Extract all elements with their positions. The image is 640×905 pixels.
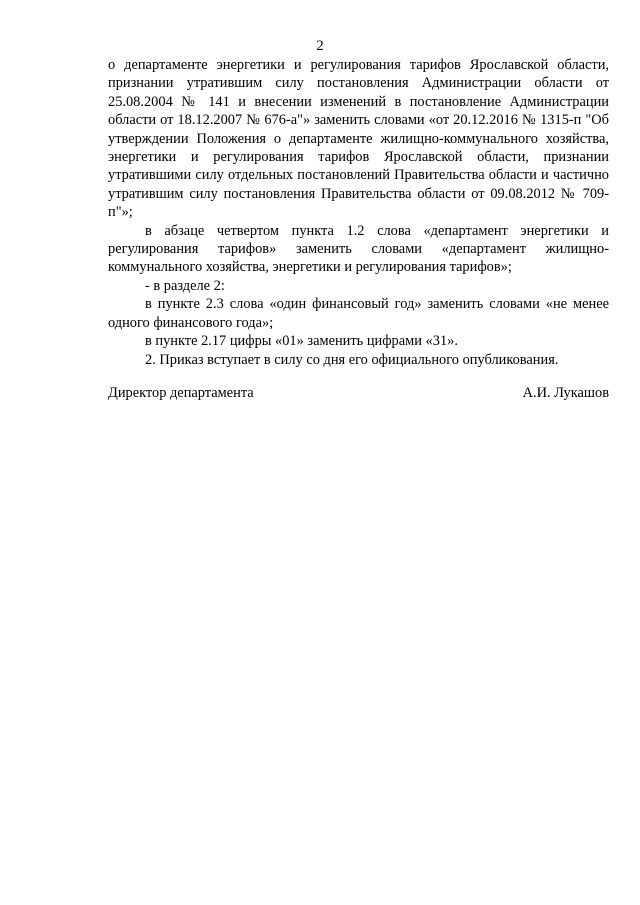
paragraph-clause-1-2: в абзаце четвертом пункта 1.2 слова «департамент энергетики и регулирования тарифов» заменить словами «департамент жилищно-коммунального хозяйства, энергетики и регулирования тарифов»; [108, 222, 609, 276]
paragraph-clause-2-17: в пункте 2.17 цифры «01» заменить цифрами «31». [145, 333, 458, 350]
paragraph-continuation: о департаменте энергетики и регулирования тарифов Ярославской области, признании утратившим силу постановления Администрации области от 25.08.2004 № 141 и внесении изменений в постановление Администрации области от 18.12.2007 № 676-а"» заменить словами «от 20.12.2016 № 1315-п "Об утверждении Положения о департаменте жилищно-коммунального хозяйства, энергетики и регулирования тарифов Ярославской области, признании утратившими силу отдельных постановлений Правительства области и частично утратившим силу постановления Правительства области от 09.08.2012 № 709-п"»; [108, 57, 609, 221]
signature-block [108, 384, 609, 402]
paragraph-section-2: - в разделе 2: [145, 277, 225, 294]
signatory-name: А.И. Лукашов [522, 385, 609, 401]
document-body [108, 56, 609, 369]
page-number: 2 [316, 38, 324, 54]
signatory-position: Директор департамента [108, 385, 254, 401]
paragraph-clause-2-3: в пункте 2.3 слова «один финансовый год» заменить словами «не менее одного финансового года»; [108, 296, 609, 331]
paragraph-effective-date: 2. Приказ вступает в силу со дня его официального опубликования. [145, 351, 559, 368]
